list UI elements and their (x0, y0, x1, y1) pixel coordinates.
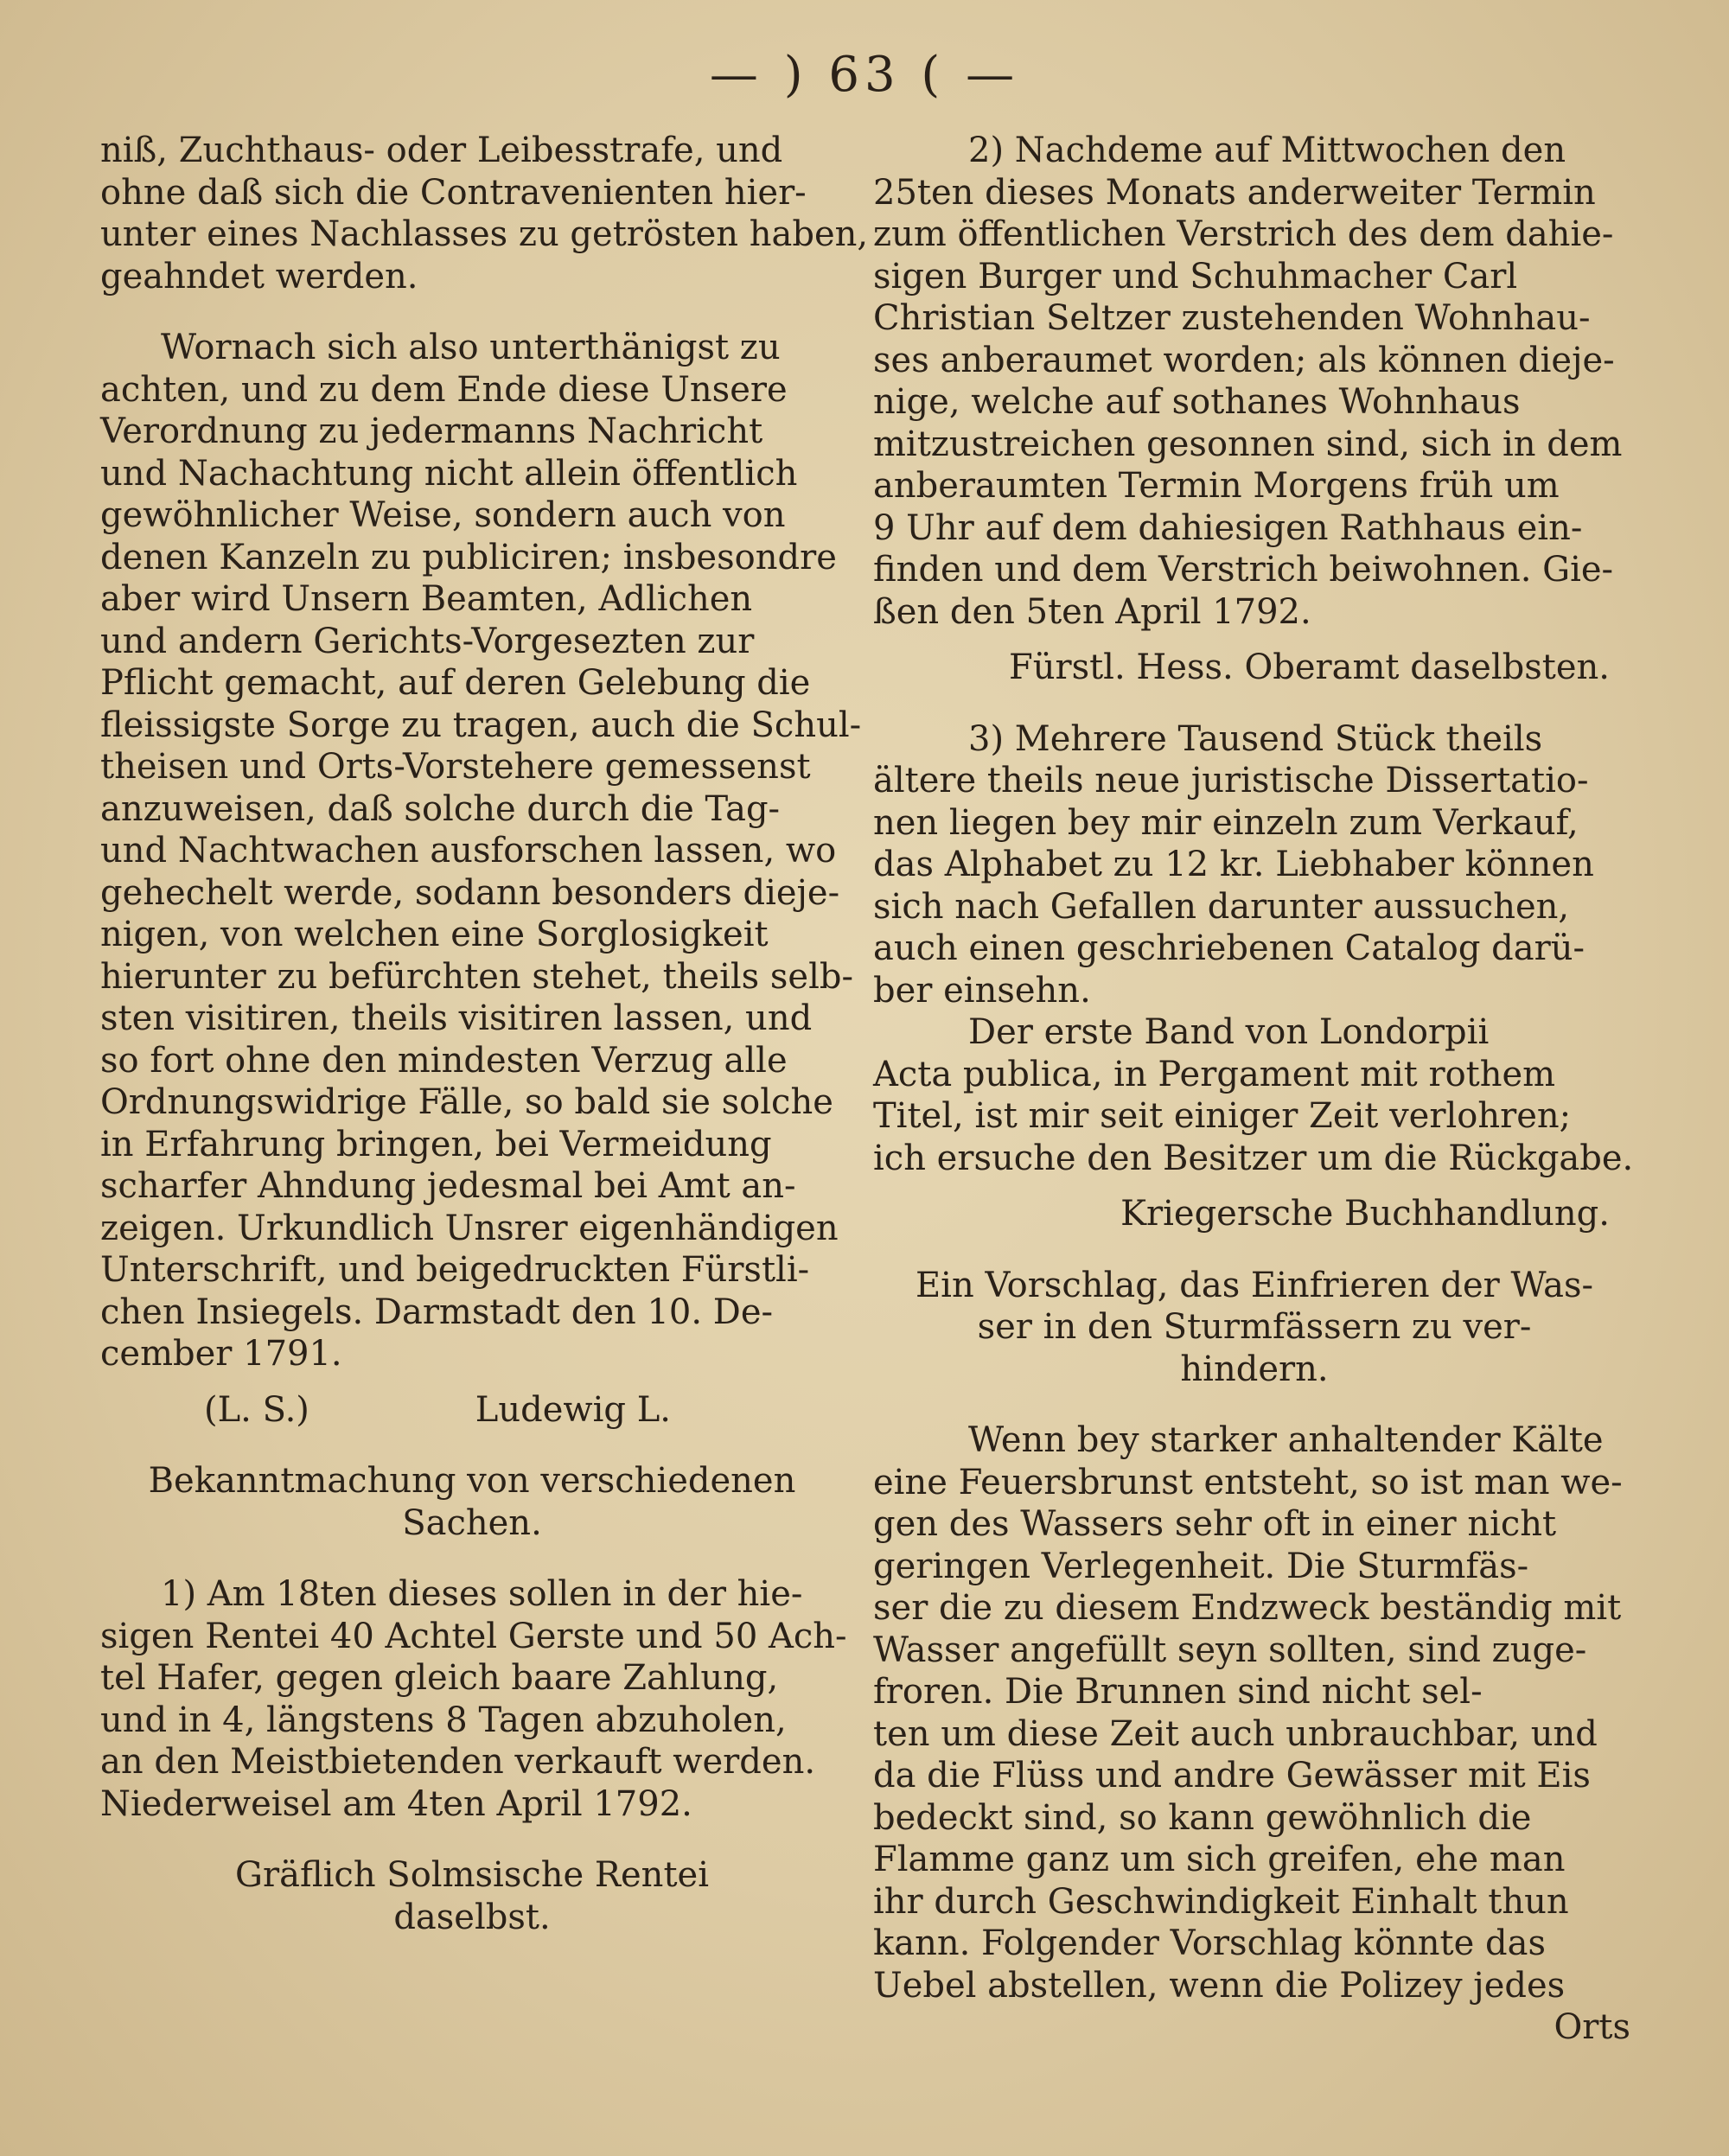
item-3-signatory: Kriegersche Buchhandlung. (1120, 1194, 1610, 1234)
text-line: aber wird Unsern Beamten, Adlichen (100, 579, 753, 619)
text-line: ses anberaumet worden; als können dieje- (873, 340, 1615, 380)
text-line: ser die zu diesem Endzweck beständig mit (873, 1588, 1622, 1628)
text-line: fleissigste Sorge zu tragen, auch die Schul- (100, 705, 862, 745)
text-line: froren. Die Brunnen sind nicht sel- (873, 1672, 1483, 1712)
text-line: hierunter zu befürchten stehet, theils selb- (100, 956, 854, 997)
text-line: gehechelt werde, sodann besonders dieje- (100, 872, 840, 913)
text-line: das Alphabet zu 12 kr. Liebhaber können (873, 845, 1594, 884)
text-line: tel Hafer, gegen gleich baare Zahlung, (100, 1658, 779, 1698)
text-line: an den Meistbietenden verkauft werden. (100, 1742, 816, 1782)
text-line: ältere theils neue juristische Dissertatio- (873, 761, 1589, 801)
text-line: nige, welche auf sothanes Wohnhaus (873, 382, 1521, 422)
heading-line: ser in den Sturmfässern zu ver- (977, 1307, 1532, 1347)
heading-line: hindern. (1180, 1349, 1329, 1389)
text-line: mitzustreichen gesonnen sind, sich in dem (873, 424, 1623, 464)
text-line: nen liegen bey mir einzeln zum Verkauf, (873, 802, 1579, 843)
heading-line: Ein Vorschlag, das Einfrieren der Was- (915, 1265, 1593, 1305)
text-line: Wasser angefüllt seyn sollten, sind zuge- (873, 1630, 1587, 1670)
text-line: 25ten dieses Monats anderweiter Termin (873, 172, 1596, 213)
text-line: zum öffentlichen Verstrich des dem dahie- (873, 214, 1614, 254)
text-line: und Nachachtung nicht allein öffentlich (100, 453, 798, 494)
text-line: Wornach sich also unterthänigst zu (161, 328, 781, 367)
text-line: Ordnungswidrige Fälle, so bald sie solche (100, 1082, 833, 1122)
signature: Ludewig L. (475, 1389, 671, 1430)
text-line: theisen und Orts-Vorstehere gemessenst (100, 747, 811, 787)
text-line: und Nachtwachen ausforschen lassen, wo (100, 831, 837, 871)
text-line: 1) Am 18ten dieses sollen in der hie- (161, 1574, 803, 1614)
text-line: cember 1791. (100, 1334, 342, 1374)
text-line: nigen, von welchen eine Sorglosigkeit (100, 915, 769, 954)
text-line: auch einen geschriebenen Catalog darü- (873, 928, 1585, 968)
text-line: sten visitiren, theils visitiren lassen, und (100, 998, 813, 1038)
text-line: anberaumten Termin Morgens früh um (873, 466, 1560, 506)
text-line: Wenn bey starker anhaltender Kälte (968, 1420, 1604, 1460)
text-line: bedeckt sind, so kann gewöhnlich die (873, 1797, 1532, 1838)
announcement-item-2 (873, 130, 1636, 633)
text-line: scharfer Ahndung jedesmal bei Amt an- (100, 1166, 796, 1206)
text-line: 9 Uhr auf dem dahiesigen Rathhaus ein- (873, 507, 1583, 548)
decree-ending (100, 130, 869, 297)
text-line: Christian Seltzer zustehenden Wohnhau- (873, 298, 1591, 338)
text-line: Pflicht gemacht, auf deren Gelebung die (100, 663, 811, 703)
text-line: Unterschrift, und beigedruckten Fürstli- (100, 1250, 810, 1290)
text-line: anzuweisen, daß solche durch die Tag- (100, 788, 781, 829)
text-line: geringen Verlegenheit. Die Sturmfäs- (873, 1546, 1529, 1586)
announcement-item-3 (873, 718, 1636, 1180)
text-line: sich nach Gefallen darunter aussuchen, (873, 886, 1570, 927)
text-line: Flamme ganz um sich greifen, ehe man (873, 1840, 1566, 1879)
text-line: zeigen. Urkundlich Unsrer eigenhändigen (100, 1208, 839, 1248)
text-line: gewöhnlicher Weise, sondern auch von (100, 495, 786, 535)
text-line: da die Flüss und andre Gewässer mit Eis (873, 1756, 1591, 1796)
item-1-signatory (100, 1854, 844, 1938)
text-line: ber einsehn. (873, 970, 1091, 1011)
text-line: Titel, ist mir seit einiger Zeit verlohren; (873, 1096, 1572, 1136)
catchword: Orts (1554, 2007, 1630, 2047)
text-line: eine Feuersbrunst entsteht, so ist man we- (873, 1462, 1623, 1502)
text-line: gen des Wassers sehr oft in einer nicht (873, 1504, 1557, 1544)
text-line: ohne daß sich die Contravenienten hier- (100, 172, 807, 213)
text-line: und andern Gerichts-Vorgesezten zur (100, 621, 755, 661)
text-line: kann. Folgender Vorschlag könnte das (873, 1923, 1546, 1963)
text-line: sigen Rentei 40 Achtel Gerste und 50 Ach- (100, 1616, 847, 1656)
text-line: geahndet werden. (100, 256, 418, 297)
proposal-title (873, 1265, 1636, 1391)
text-line: niß, Zuchthaus- oder Leibesstrafe, und (100, 131, 783, 170)
text-line: so fort ohne den mindesten Verzug alle (100, 1040, 788, 1081)
text-line: unter eines Nachlasses zu getrösten haben, (100, 214, 869, 254)
text-line: sigen Burger und Schuhmacher Carl (873, 256, 1518, 297)
text-line: Acta publica, in Pergament mit rothem (873, 1054, 1556, 1094)
decree-body (100, 327, 862, 1375)
text-line: ten um diese Zeit auch unbrauchbar, und (873, 1713, 1598, 1754)
proposal-body (873, 1419, 1636, 2006)
heading-line: Sachen. (402, 1502, 542, 1543)
text-line: 2) Nachdeme auf Mittwochen den (968, 131, 1566, 170)
announcement-heading (100, 1460, 844, 1544)
left-column (100, 130, 869, 1938)
text-line: Verordnung zu jedermanns Nachricht (100, 411, 763, 451)
text-line: finden und dem Verstrich beiwohnen. Gie- (873, 550, 1614, 590)
decree-signature-row (100, 1389, 844, 1432)
right-column (873, 130, 1636, 2049)
text-line: chen Insiegels. Darmstadt den 10. De- (100, 1292, 774, 1332)
text-line: Der erste Band von Londorpii (968, 1012, 1490, 1052)
text-line: Gräflich Solmsische Rentei (235, 1855, 709, 1895)
text-line: daselbst. (393, 1897, 551, 1937)
text-line: ihr durch Geschwindigkeit Einhalt thun (873, 1881, 1569, 1922)
announcement-item-1 (100, 1573, 847, 1825)
text-line: achten, und zu dem Ende diese Unsere (100, 369, 788, 410)
text-line: ßen den 5ten April 1792. (873, 591, 1311, 632)
text-line: ich ersuche den Besitzer um die Rückgabe. (873, 1138, 1634, 1178)
text-line: Niederweisel am 4ten April 1792. (100, 1783, 692, 1824)
text-line: Uebel abstellen, wenn die Polizey jedes (873, 1965, 1566, 2006)
item-2-signatory: Fürstl. Hess. Oberamt daselbsten. (1008, 647, 1610, 687)
seal-mark: (L. S.) (204, 1389, 309, 1430)
page-number: — ) 63 ( — (709, 47, 1020, 103)
text-line: denen Kanzeln zu publiciren; insbesondre (100, 537, 837, 577)
text-line: 3) Mehrere Tausend Stück theils (968, 718, 1543, 759)
text-line: und in 4, längstens 8 Tagen abzuholen, (100, 1700, 787, 1740)
heading-line: Bekanntmachung von verschiedenen (148, 1461, 796, 1501)
text-line: in Erfahrung bringen, bei Vermeidung (100, 1124, 772, 1164)
